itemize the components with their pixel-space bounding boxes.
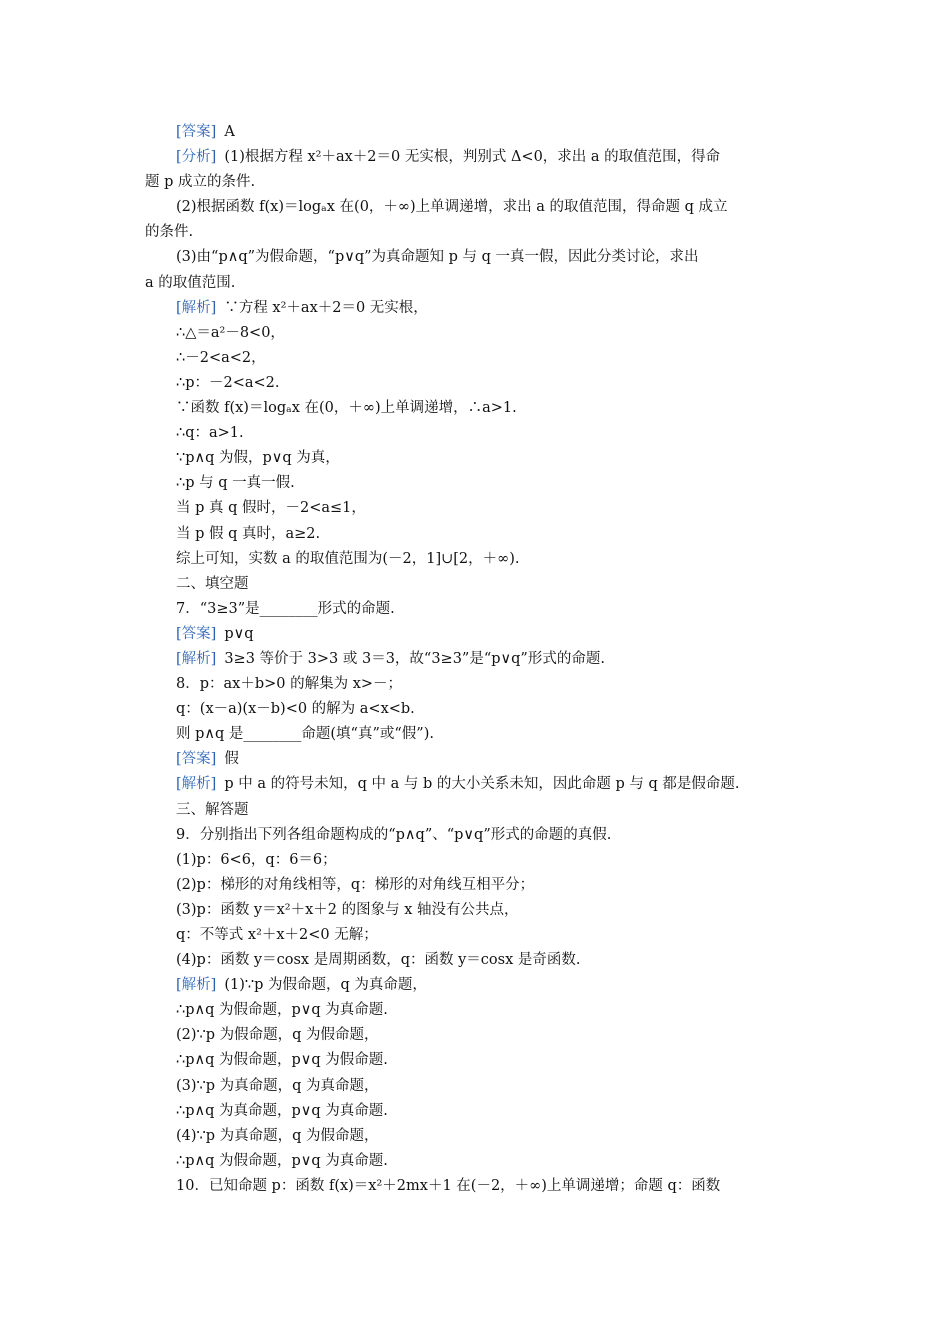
solution-line: ∴p∧q 为假命题，p∨q 为假命题. <box>176 1052 388 1069</box>
solution-line: ∴q：a>1. <box>176 425 244 442</box>
analysis-line: a 的取值范围. <box>145 274 236 291</box>
answer-text: p∨q <box>224 625 254 642</box>
question-stem: q：不等式 x²＋x＋2<0 无解； <box>176 927 378 943</box>
solution-text: p 中 a 的符号未知，q 中 a 与 b 的大小关系未知，因此命题 p 与 q 都是假命题. <box>224 776 740 793</box>
question-stem: 8．p：ax＋b>0 的解集为 x>－； <box>176 676 403 693</box>
analysis-line: (2)根据函数 f(x)＝logₐx 在(0，＋∞)上单调递增，求出 a 的取值范围，得命题 q 成立 <box>176 199 728 216</box>
analysis-line: (3)由“p∧q”为假命题，“p∨q”为真命题知 p 与 q 一真一假，因此分类讨论，求出 <box>176 249 699 266</box>
analysis-text: (1)根据方程 x²＋ax＋2＝0 无实根，判别式 Δ<0，求出 a 的取值范围，得命 <box>224 149 721 166</box>
solution-text: (1)∵p 为假命题，q 为真命题， <box>224 977 427 994</box>
solution-line: ∵p∧q 为假，p∨q 为真， <box>176 450 340 467</box>
solution-tag: [解析] <box>176 299 217 316</box>
answer-tag: [答案] <box>176 751 217 768</box>
question-stem: (3)p：函数 y＝x²＋x＋2 的图象与 x 轴没有公共点， <box>176 901 519 918</box>
answer-line <box>145 120 810 145</box>
question-stem: 10．已知命题 p：函数 f(x)＝x²＋2mx＋1 在(－2，＋∞)上单调递增；命题 q：函数 <box>176 1177 721 1194</box>
solution-tag: [解析] <box>176 977 217 994</box>
section-heading: 三、解答题 <box>176 801 249 818</box>
answer-line <box>145 747 810 772</box>
document-page <box>145 120 810 1199</box>
solution-line: 综上可知，实数 a 的取值范围为(－2，1]∪[2，＋∞). <box>176 550 520 567</box>
solution-line: (2)∵p 为假命题，q 为假命题， <box>176 1027 379 1044</box>
answer-line <box>145 622 810 647</box>
solution-line: 当 p 假 q 真时，a≥2. <box>176 525 321 542</box>
solution-line: ∴p∧q 为假命题，p∨q 为真命题. <box>176 1002 388 1019</box>
question-stem: (2)p：梯形的对角线相等，q：梯形的对角线互相平分； <box>176 876 535 893</box>
solution-line: (3)∵p 为真命题，q 为真命题， <box>176 1077 379 1094</box>
solution-text: 3≥3 等价于 3>3 或 3＝3，故“3≥3”是“p∨q”形式的命题. <box>224 650 605 667</box>
answer-text: 假 <box>224 751 239 768</box>
question-stem: (1)p：6<6，q：6＝6； <box>176 851 337 868</box>
solution-line <box>145 296 810 321</box>
solution-tag: [解析] <box>176 776 217 793</box>
answer-text: A <box>224 124 235 140</box>
solution-line <box>145 772 810 797</box>
analysis-line: 题 p 成立的条件. <box>145 174 256 191</box>
solution-line: (4)∵p 为真命题，q 为假命题， <box>176 1127 379 1144</box>
answer-tag: [答案] <box>176 625 217 642</box>
solution-text: ∵方程 x²＋ax＋2＝0 无实根， <box>224 299 428 316</box>
solution-line <box>145 973 810 998</box>
solution-line <box>145 647 810 672</box>
analysis-line <box>145 145 810 170</box>
question-stem: 7．“3≥3”是________形式的命题. <box>176 600 395 617</box>
answer-tag: [答案] <box>176 124 217 140</box>
question-stem: 则 p∧q 是________命题(填“真”或“假”). <box>176 726 434 743</box>
question-stem: q：(x－a)(x－b)<0 的解为 a<x<b. <box>176 701 415 718</box>
solution-line: ∴p∧q 为假命题，p∨q 为真命题. <box>176 1152 388 1169</box>
question-stem: (4)p：函数 y＝cosx 是周期函数，q：函数 y＝cosx 是奇函数. <box>176 952 581 969</box>
analysis-line: 的条件. <box>145 224 194 241</box>
solution-line: 当 p 真 q 假时，－2<a≤1， <box>176 500 366 517</box>
solution-line: ∴△＝a²－8<0， <box>176 324 285 341</box>
solution-line: ∵函数 f(x)＝logₐx 在(0，＋∞)上单调递增，∴a>1. <box>176 400 517 417</box>
solution-line: ∴p：－2<a<2. <box>176 374 280 391</box>
solution-line: ∴p∧q 为真命题，p∨q 为真命题. <box>176 1102 388 1119</box>
solution-line: ∴p 与 q 一真一假. <box>176 475 295 492</box>
section-heading: 二、填空题 <box>176 575 249 592</box>
analysis-tag: [分析] <box>176 149 217 166</box>
question-stem: 9．分别指出下列各组命题构成的“p∧q”、“p∨q”形式的命题的真假. <box>176 826 612 843</box>
solution-line: ∴－2<a<2， <box>176 349 266 366</box>
solution-tag: [解析] <box>176 650 217 667</box>
